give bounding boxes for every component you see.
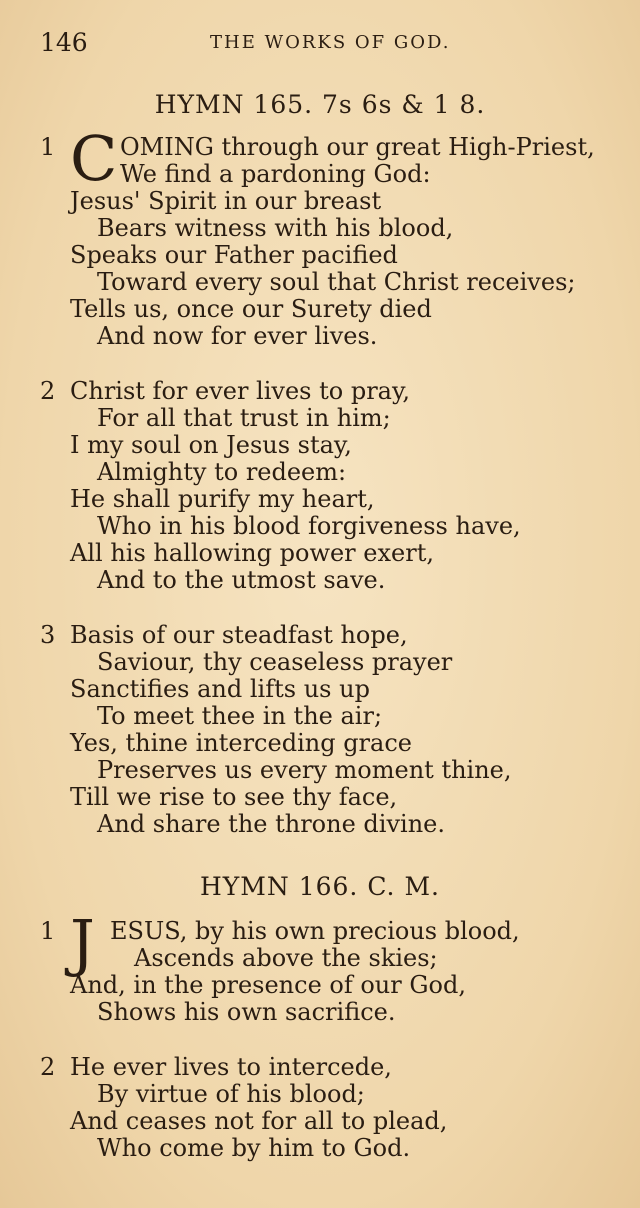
- verse-line: And ceases not for all to plead,: [70, 1107, 448, 1135]
- verse-line: I my soul on Jesus stay,: [70, 431, 352, 459]
- page-number: 146: [40, 28, 88, 57]
- stanza-number: 3: [40, 621, 56, 649]
- verse-line: And now for ever lives.: [97, 322, 378, 350]
- verse-line: And to the utmost save.: [97, 566, 386, 594]
- running-title: THE WORKS OF GOD.: [210, 32, 451, 53]
- verse-line: To meet thee in the air;: [97, 702, 383, 730]
- verse-line: He shall purify my heart,: [70, 485, 375, 513]
- verse-line: Who come by him to God.: [97, 1134, 411, 1162]
- stanza-number: 2: [40, 377, 56, 405]
- verse-line: Tells us, once our Surety died: [70, 295, 432, 323]
- verse-line: He ever lives to intercede,: [70, 1053, 392, 1081]
- verse-line: Almighty to redeem:: [97, 458, 347, 486]
- verse-line: Speaks our Father pacified: [70, 241, 398, 269]
- stanza-number: 2: [40, 1053, 56, 1081]
- verse-line: Christ for ever lives to pray,: [70, 377, 410, 405]
- verse-line: Basis of our steadfast hope,: [70, 621, 408, 649]
- verse-line: By virtue of his blood;: [97, 1080, 365, 1108]
- verse-line: We find a pardoning God:: [120, 160, 431, 188]
- verse-line: Toward every soul that Christ receives;: [97, 268, 576, 296]
- verse-line: Jesus' Spirit in our breast: [70, 187, 382, 215]
- verse-line: OMING through our great High-Priest,: [120, 133, 595, 161]
- verse-line: Shows his own sacrifice.: [97, 998, 396, 1026]
- verse-line: ESUS, by his own precious blood,: [110, 917, 520, 945]
- verse-line: Yes, thine interceding grace: [70, 729, 412, 757]
- verse-line: Till we rise to see thy face,: [70, 783, 398, 811]
- verse-line: Ascends above the skies;: [134, 944, 438, 972]
- drop-cap: J: [70, 906, 95, 979]
- hymn-165-title: HYMN 165. 7s 6s & 1 8.: [154, 90, 486, 119]
- verse-line: For all that trust in him;: [97, 404, 391, 432]
- verse-line: And share the throne divine.: [97, 810, 445, 838]
- verse-line: Preserves us every moment thine,: [97, 756, 512, 784]
- verse-line: Saviour, thy ceaseless prayer: [97, 648, 453, 676]
- verse-line: Sanctifies and lifts us up: [70, 675, 370, 703]
- drop-cap: C: [70, 122, 118, 195]
- stanza-number: 1: [40, 917, 56, 945]
- verse-line: And, in the presence of our God,: [70, 971, 466, 999]
- hymn-166-title: HYMN 166. C. M.: [199, 872, 440, 901]
- verse-line: Bears witness with his blood,: [97, 214, 454, 242]
- verse-line: All his hallowing power exert,: [70, 539, 434, 567]
- verse-line: Who in his blood forgiveness have,: [97, 512, 521, 540]
- page-header: [40, 28, 600, 58]
- stanza-number: 1: [40, 133, 56, 161]
